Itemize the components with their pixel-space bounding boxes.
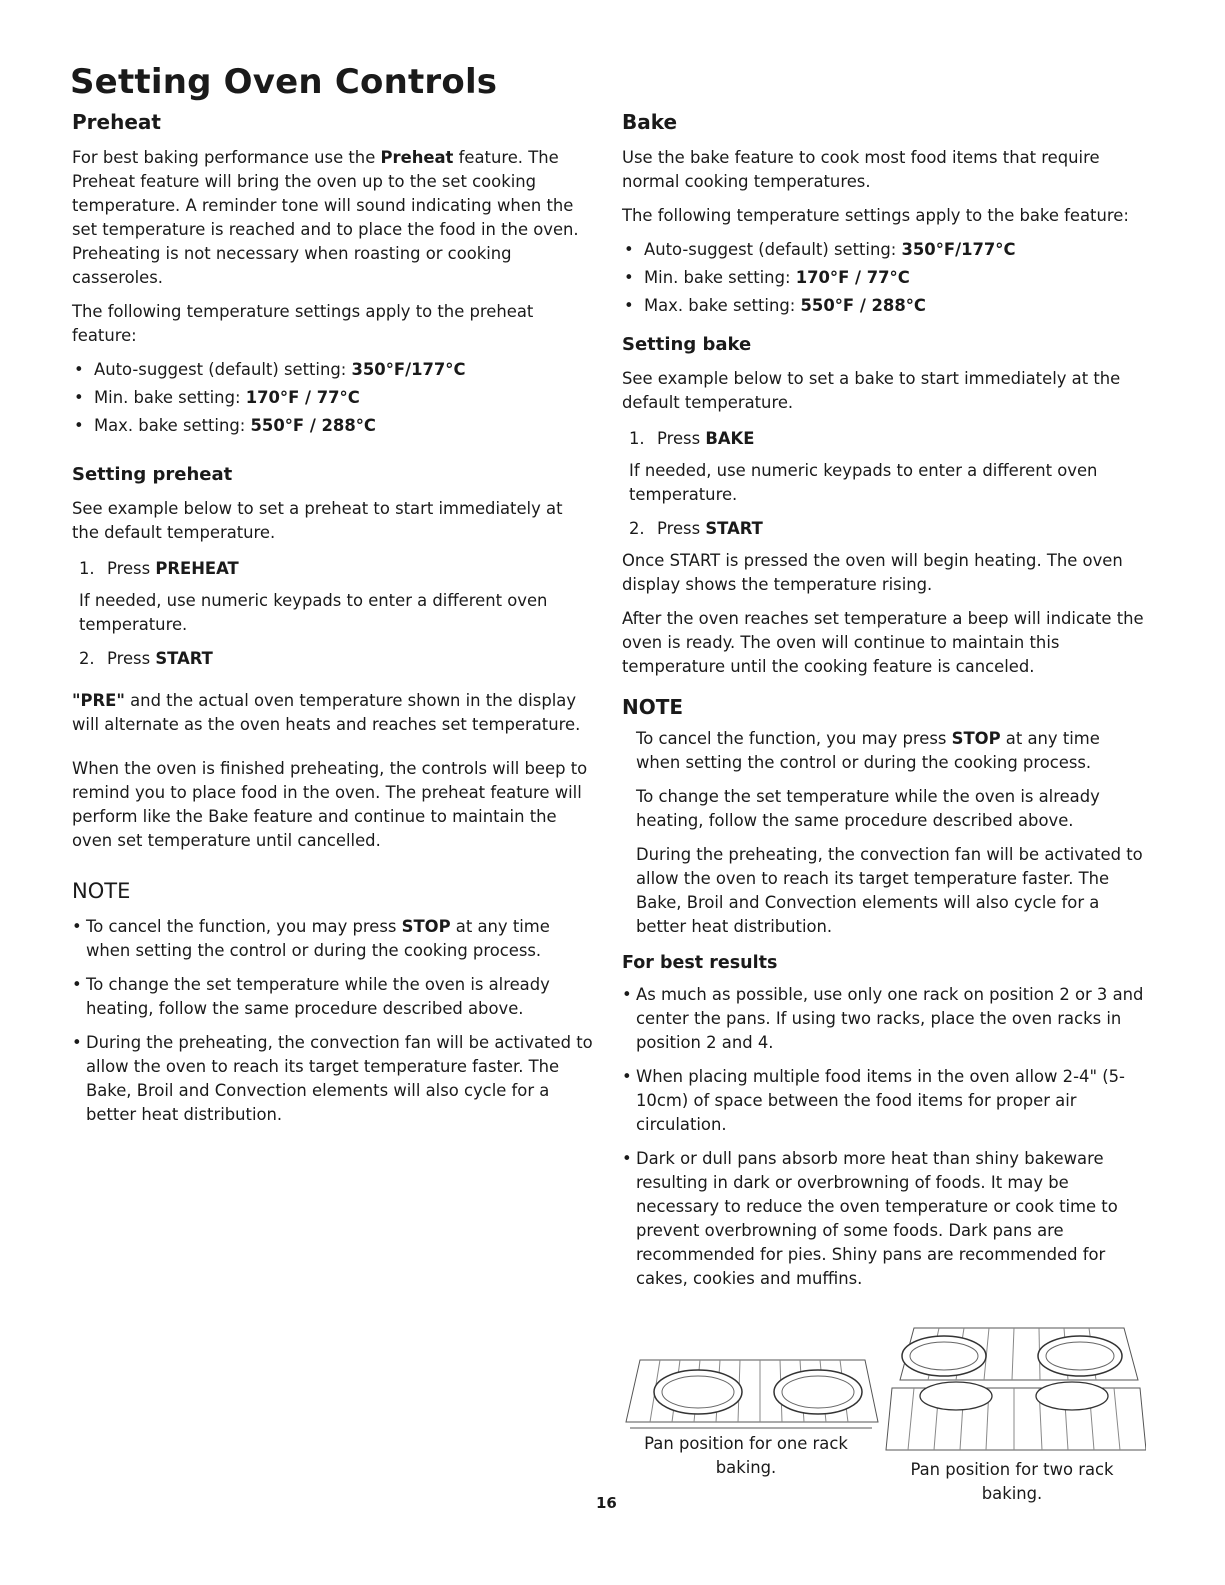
bake-section — [622, 110, 1147, 1301]
preheat-pre-display — [72, 689, 594, 737]
pre-display-bold: "PRE" — [72, 691, 125, 710]
note-text: To cancel the function, you may press — [86, 917, 402, 936]
setting-label: Auto-suggest (default) setting: — [644, 240, 902, 259]
bake-heading: Bake — [622, 110, 678, 134]
preheat-intro — [72, 146, 594, 290]
preheat-setting-max — [72, 414, 594, 438]
setting-label: Min. bake setting: — [94, 388, 246, 407]
note-text: To cancel the function, you may press — [636, 729, 952, 748]
best-results-item: • As much as possible, use only one rack on position 2 or 3 and center the pans. If using two racks, place the oven racks in position 2 and 4. — [622, 983, 1147, 1055]
setting-value: 350°F/177°C — [901, 240, 1016, 259]
bake-step-1 — [629, 427, 1147, 451]
preheat-settings-list — [72, 358, 594, 438]
bake-once-start: Once START is pressed the oven will begin heating. The oven display shows the temperature rising. — [622, 551, 1123, 594]
preheat-settings-intro: The following temperature settings apply to the preheat feature: — [72, 302, 534, 345]
step-text: Press — [107, 559, 156, 578]
best-results-text: Dark or dull pans absorb more heat than shiny bakeware resulting in dark or overbrowning of foods. It may be necessary to reduce the oven temperature or cook time to prevent overbrowning of some foods. Dark pans are recommended for pies. Shiny pans are recommended for cakes, cookies and muffins. — [636, 1149, 1118, 1288]
setting-value: 170°F / 77°C — [795, 268, 910, 287]
preheat-finished: When the oven is finished preheating, the controls will beep to remind you to place food in the oven. The preheat feature will perform like the Bake feature and continue to maintain the oven set temperature until cancelled. — [72, 759, 588, 850]
bake-step-2 — [629, 517, 1147, 541]
best-results-item — [622, 1147, 1147, 1291]
preheat-note-list — [72, 915, 594, 1127]
preheat-setting-auto — [72, 358, 594, 382]
setting-value: 550°F / 288°C — [250, 416, 376, 435]
step-number: 1. — [629, 429, 645, 448]
bake-setting-max — [622, 294, 1147, 318]
pan-bottom-right-icon — [1036, 1382, 1108, 1410]
bake-note-item: To change the set temperature while the oven is already heating, follow the same procedure described above. — [636, 787, 1100, 830]
pan-right-icon — [774, 1370, 862, 1414]
bake-after-start: After the oven reaches set temperature a beep will indicate the oven is ready. The oven will continue to maintain this temperature until the cooking feature is canceled. — [622, 609, 1144, 676]
bake-note-list — [622, 727, 1147, 939]
note-text: at any time when setting the control or during the cooking process. — [636, 729, 1100, 772]
setting-label: Min. bake setting: — [644, 268, 796, 287]
setting-preheat-heading: Setting preheat — [72, 464, 233, 485]
two-rack-caption: Pan position for two rack baking. — [910, 1460, 1114, 1503]
preheat-step-1 — [79, 557, 594, 581]
note-text: at any time when setting the control or during the cooking process. — [86, 917, 550, 960]
bake-note-heading: NOTE — [622, 695, 684, 719]
setting-value: 550°F / 288°C — [800, 296, 926, 315]
preheat-setting-min — [72, 386, 594, 410]
one-rack-illustration — [620, 1352, 882, 1432]
setting-value: 350°F/177°C — [351, 360, 466, 379]
setting-label: Auto-suggest (default) setting: — [94, 360, 352, 379]
step-text: Press — [657, 429, 706, 448]
page-number: 16 — [596, 1494, 617, 1512]
bake-settings-list — [622, 238, 1147, 318]
preheat-note-item: • During the preheating, the convection fan will be activated to allow the oven to reach its target temperature faster. The Bake, Broil and Convection elements will also cycle for a better heat distribution. — [72, 1031, 594, 1127]
setting-value: 170°F / 77°C — [245, 388, 360, 407]
step-key: START — [155, 649, 213, 668]
bake-intro: Use the bake feature to cook most food items that require normal cooking temperatures. — [622, 148, 1100, 191]
preheat-intro-bold: Preheat — [380, 148, 454, 167]
bake-note-item — [636, 727, 1147, 775]
pre-display-text: and the actual oven temperature shown in the display will alternate as the oven heats and reaches set temperature. — [72, 691, 581, 734]
setting-bake-intro: See example below to set a bake to start immediately at the default temperature. — [622, 369, 1121, 412]
best-results-item: • When placing multiple food items in the oven allow 2-4" (5-10cm) of space between the food items for proper air circulation. — [622, 1065, 1147, 1137]
setting-bake-heading: Setting bake — [622, 334, 752, 355]
preheat-step-2 — [79, 647, 594, 671]
step-number: 2. — [79, 649, 95, 668]
preheat-note-heading: NOTE — [72, 879, 131, 903]
pan-bottom-left-icon — [920, 1382, 992, 1410]
step-key: BAKE — [705, 429, 755, 448]
step-key: PREHEAT — [155, 559, 239, 578]
preheat-note-item — [72, 915, 594, 963]
setting-preheat-intro: See example below to set a preheat to start immediately at the default temperature. — [72, 499, 563, 542]
note-bold: STOP — [401, 917, 451, 936]
bake-note-item: During the preheating, the convection fan will be activated to allow the oven to reach its target temperature faster. The Bake, Broil and Convection elements will also cycle for a better heat distribution. — [636, 845, 1143, 936]
preheat-step-1-note: If needed, use numeric keypads to enter a different oven temperature. — [79, 591, 548, 634]
step-text: Press — [107, 649, 156, 668]
two-rack-illustration — [884, 1322, 1146, 1462]
bake-settings-intro: The following temperature settings apply to the bake feature: — [622, 206, 1129, 225]
bake-setting-min — [622, 266, 1147, 290]
preheat-note-item: • To change the set temperature while the oven is already heating, follow the same procedure described above. — [72, 973, 594, 1021]
best-results-list — [622, 983, 1147, 1291]
preheat-intro-text: For best baking performance use the — [72, 148, 381, 167]
preheat-heading: Preheat — [72, 110, 161, 134]
page-title: Setting Oven Controls — [70, 62, 498, 102]
pan-left-icon — [654, 1370, 742, 1414]
note-bold: STOP — [951, 729, 1001, 748]
step-key: START — [705, 519, 763, 538]
preheat-section — [72, 110, 594, 1137]
bake-step-1-note: If needed, use numeric keypads to enter a different oven temperature. — [629, 461, 1098, 504]
setting-label: Max. bake setting: — [644, 296, 801, 315]
preheat-intro-text-2: feature. The Preheat feature will bring the oven up to the set cooking temperature. A reminder tone will sound indicating when the set temperature is reached and to place the food in the oven. Preheating is not necessary when roasting or cooking casseroles. — [72, 148, 579, 287]
bake-setting-auto — [622, 238, 1147, 262]
setting-label: Max. bake setting: — [94, 416, 251, 435]
step-text: Press — [657, 519, 706, 538]
step-number: 1. — [79, 559, 95, 578]
best-results-heading: For best results — [622, 953, 778, 973]
one-rack-caption: Pan position for one rack baking. — [644, 1434, 848, 1477]
step-number: 2. — [629, 519, 645, 538]
